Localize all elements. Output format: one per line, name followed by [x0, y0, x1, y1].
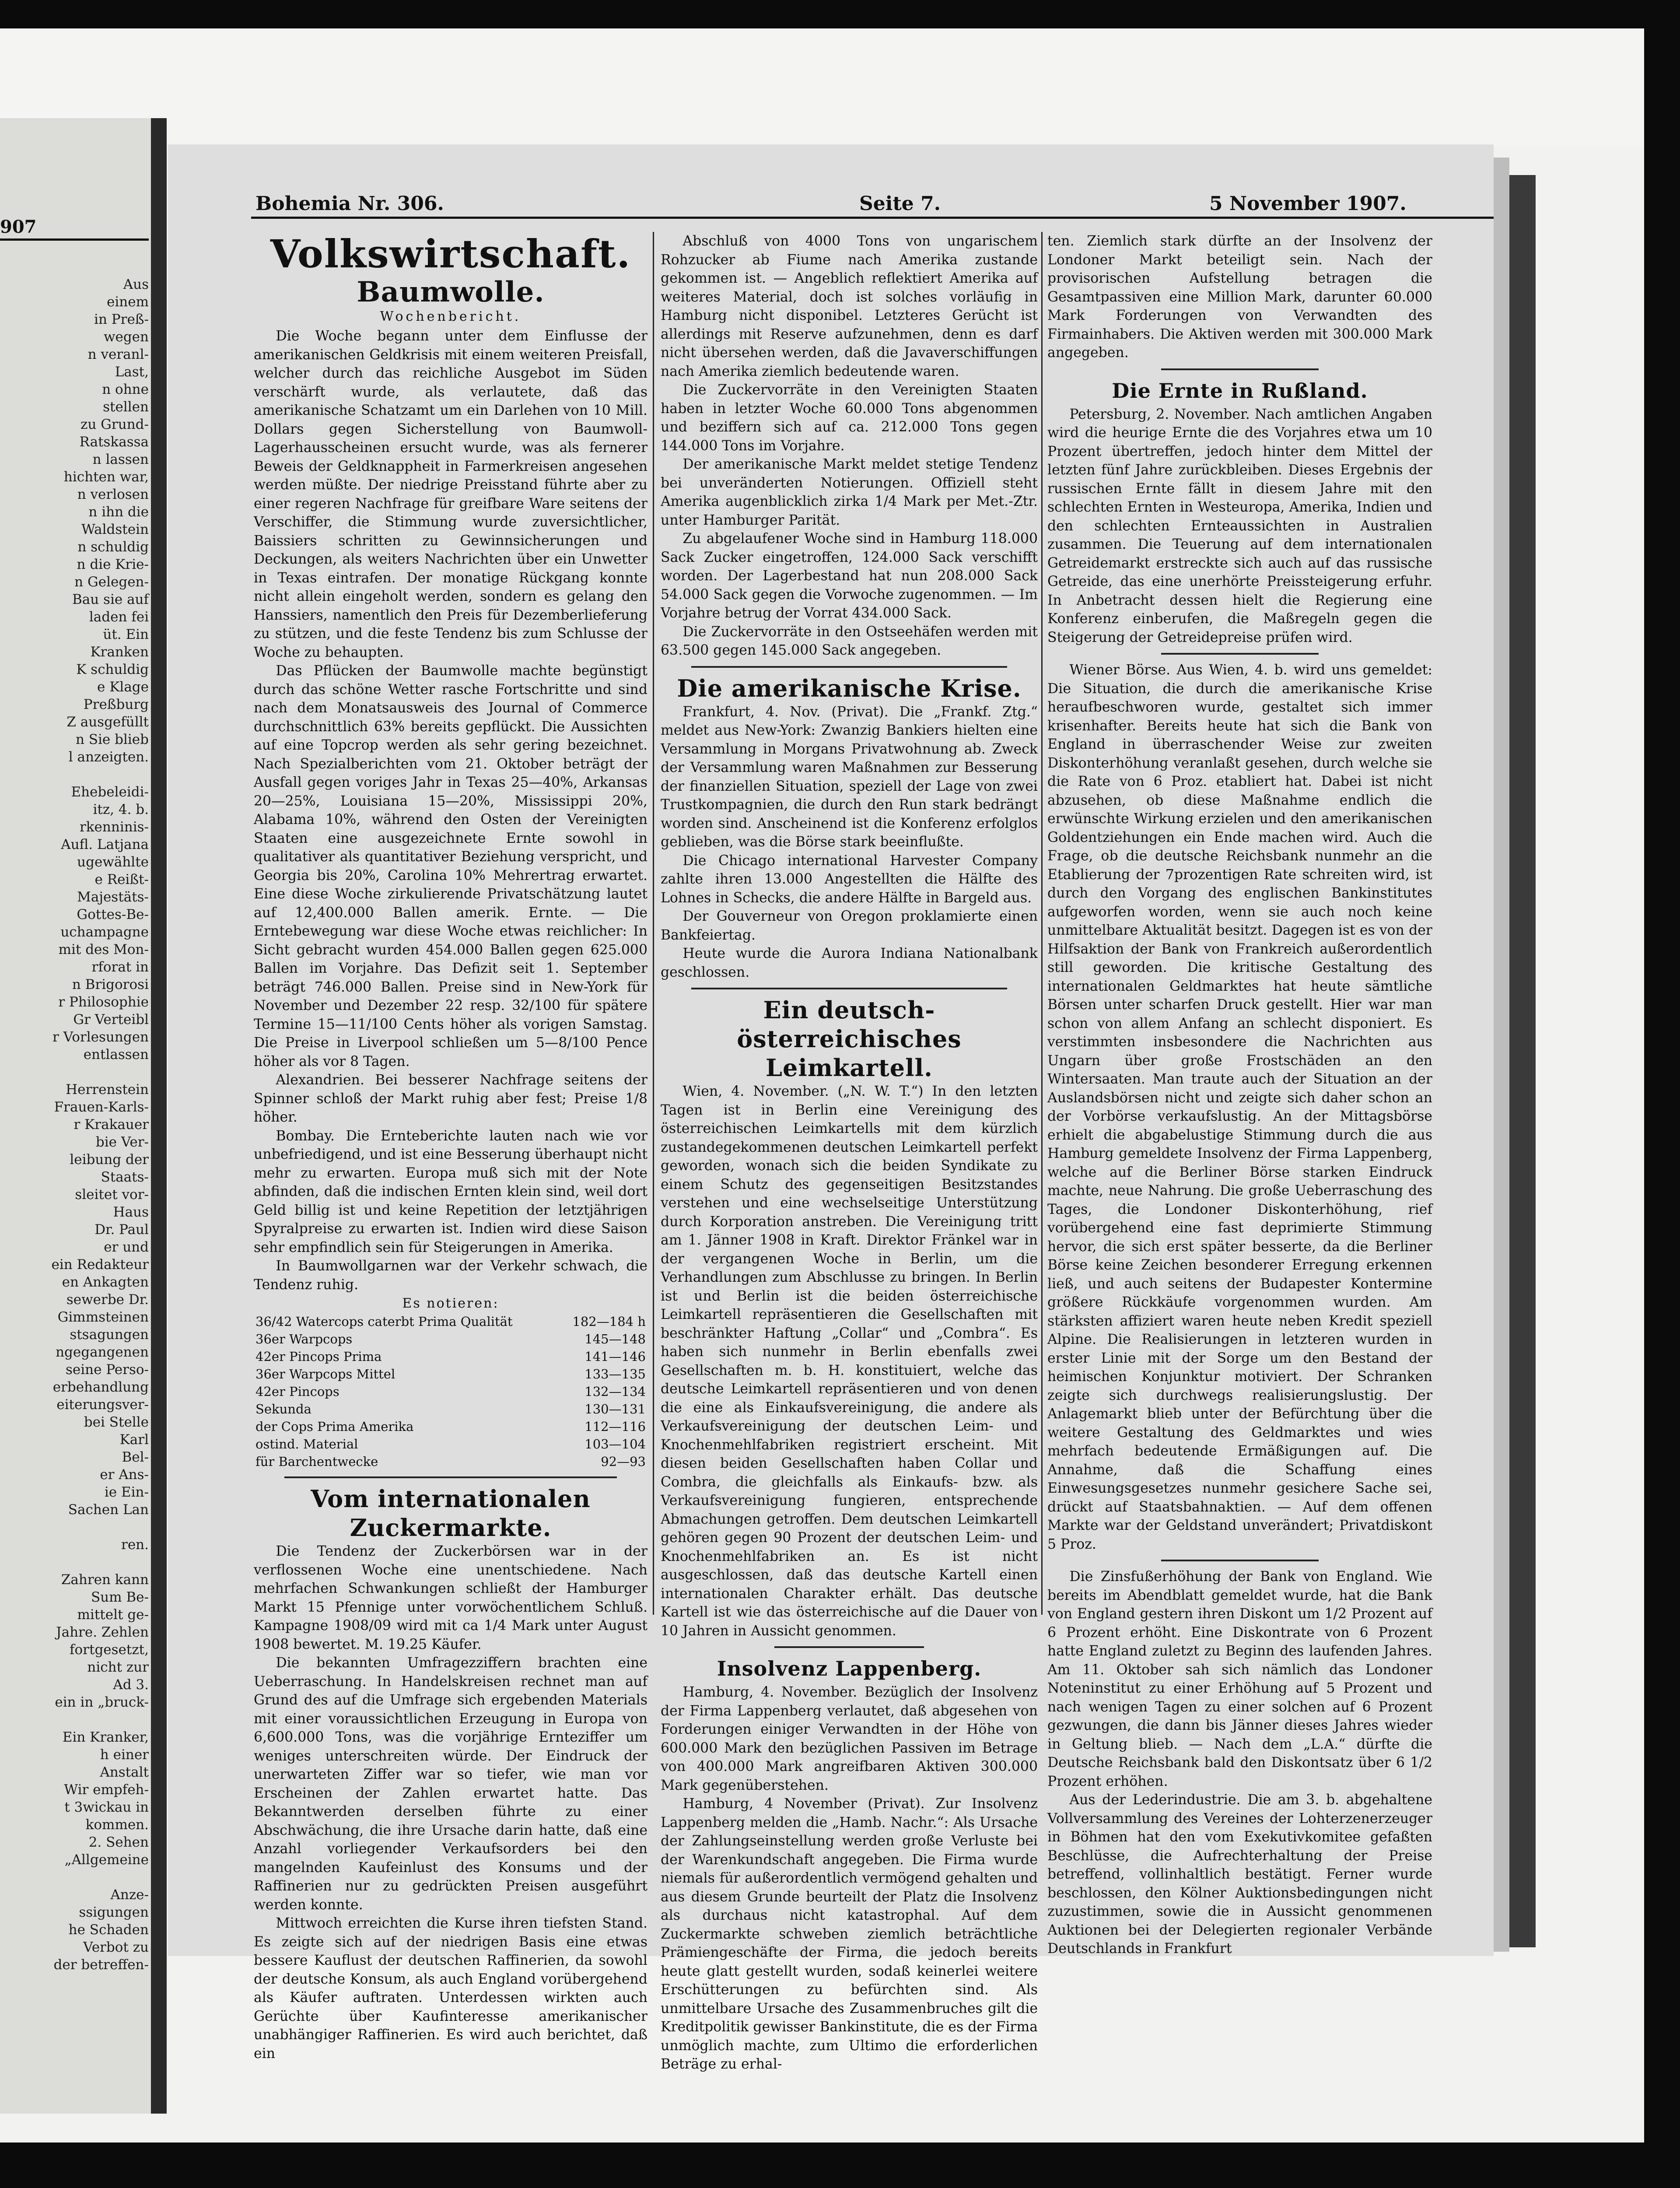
left-page-line: Verbot zu: [83, 1939, 149, 1955]
left-page-line: Wir empfeh-: [64, 1782, 149, 1798]
left-page-line: Last,: [115, 364, 149, 380]
left-page-line: „Allgemeine: [64, 1852, 149, 1868]
left-page-line: n Brigorosi: [72, 977, 149, 992]
price-row: [254, 1383, 648, 1400]
article-body-sugar: [254, 1542, 648, 2063]
left-page-line: [0, 1553, 149, 1571]
article-separator: [774, 1646, 924, 1648]
left-page-line: Ein Kranker,: [62, 1729, 149, 1745]
left-page-line: uchampagne: [60, 924, 149, 940]
left-page-line: n Gelegen-: [74, 574, 149, 590]
left-page-line: Frauen-Karls-: [54, 1099, 149, 1115]
column-1: [254, 231, 648, 2062]
left-page-line: [0, 1711, 149, 1729]
paragraph: Bombay. Die Ernteberichte lauten nach wie vor unbefriedigend, und ist eine Besserung überhaupt nicht mehr zu erwarten. Europa muß sich mit der Note abfinden, daß die indischen Ernten klein sind, weil dort Geld billig ist und keine Repetition der letztjährigen Spyralpreise zu erwarten ist. Indien wird diese Saison sehr empfindlich sein für Steigerungen in Amerika.: [254, 1128, 648, 1255]
paragraph: Hamburg, 4. November. Bezüglich der Insolvenz der Firma Lappenberg verlautet, daß abgesehen von Forderungen einiger Verwandten in der Höhe von 600.000 Mark den bezüglichen Passiven im Betrage von 400.000 Mark angreifbaren Aktiven 300.000 Mark gegenüberstehen.: [661, 1684, 1038, 1793]
left-page-line: [0, 1869, 149, 1886]
article-body-sugar-continued: [661, 232, 1038, 660]
paragraph: Frankfurt, 4. Nov. (Privat). Die „Frankf. Ztg.“ meldet aus New-York: Zwanzig Bankiers hielten eine Versammlung in Morgans Privatwohnung ab. Zweck der Versammlung waren Maßnahmen zur Besserung der finanziellen Situation, speziell der Lage von zwei Trustkompagnien, die durch den Run stark bedrängt worden sind. Anscheinend ist die Konferenz erfolglos geblieben, was die Börse stark beeinflußte.: [661, 704, 1038, 850]
left-page-line: en Ankagten: [62, 1274, 149, 1290]
left-page-line: der betreffen-: [53, 1957, 149, 1973]
price-row: [254, 1365, 648, 1383]
price-value: 133—135: [584, 1367, 646, 1382]
article-body-russian-harvest: [1047, 405, 1432, 647]
left-page-line: ren.: [121, 1537, 149, 1553]
price-row: [254, 1418, 648, 1435]
article-title-cotton: Baumwolle.: [357, 276, 545, 309]
left-page-line: sleitet vor-: [75, 1187, 149, 1203]
left-page-line: r Philosophie: [58, 994, 149, 1010]
left-page-line: Gottes-Be-: [77, 907, 149, 922]
header-date: 5 November 1907.: [1209, 193, 1407, 215]
price-row: [254, 1313, 648, 1330]
left-page-line: eiterungsver-: [56, 1397, 149, 1413]
left-page-line: Zahren kann: [61, 1572, 149, 1588]
left-page-line: [0, 1063, 149, 1081]
article-title-sugar: Vom internationalen Zuckermarkte.: [311, 1485, 591, 1542]
left-facing-page: [0, 118, 154, 2114]
left-page-line: rforat in: [91, 959, 149, 975]
left-page-line: Sum Be-: [91, 1589, 149, 1605]
left-page-line: r Krakauer: [74, 1117, 149, 1133]
left-page-line: entlassen: [83, 1047, 149, 1062]
article-body-leather-industry: [1047, 1791, 1432, 1958]
article-title-glue-cartel-line2: Leimkartell.: [766, 1054, 933, 1082]
left-page-line: seine Perso-: [65, 1362, 149, 1378]
left-page-line: Kranken: [90, 644, 149, 660]
left-page-line: ngegangenen: [56, 1344, 149, 1360]
left-page-line: er Ans-: [100, 1467, 149, 1483]
cotton-price-table: [254, 1313, 648, 1470]
paragraph: Die bekannten Umfragezziffern brachten eine Ueberraschung. In Handelskreisen rechnet man auf Grund des auf die Umfrage sich ergebenden Materials mit einer voraussichtlichen Erzeugung in Europa von 6,600.000 Tons, was die vorjährige Ernteziffer um weniges unterschreiten würde. Der Eindruck der unerwarteten Ziffer war so tiefer, wie man vor Erscheinen der Zahlen erwartet hatte. Das Bekanntwerden derselben führte zu einer Abschwächung, die ihre Ursache darin hatte, daß eine Anzahl vorliegender Verkaufsorders bei den mangelnden Kaufeinlust des Konsums und der Raffinerien nur zu gedrückten Preisen ausgeführt werden konnte.: [254, 1655, 648, 1913]
paragraph: Das Pflücken der Baumwolle machte begünstigt durch das schöne Wetter rasche Fortschritte und sind nach dem Monatsausweis des Journal of Commerce durchschnittlich 63% bereits gepflückt. Die Aussichten auf eine Topcrop werden als sehr gering bezeichnet. Nach Spezialberichten vom 21. Oktober beträgt der Ausfall gegen voriges Jahr in Texas 25—40%, Arkansas 20—25%, Louisiana 15—20%, Mississippi 20%, Alabama 10%, während den Osten der Vereinigten Staaten eine ausgezeichnete Ernte sowohl in qualitativer als quantitativer Beziehung verspricht, und Georgia bis 20%, Carolina 10% Mehrertrag erwartet. Eine diese Woche zirkulierende Privatschätzung lautet auf 12,400.000 Ballen amerik. Ernte. — Die Erntebewegung war diese Woche etwas reichlicher: In Sicht gebracht wurden 454.000 Ballen gegen 625.000 Ballen im Vorjahre. Das Defizit seit 1. September beträgt 746.000 Ballen. Preise sind in New-York für November und Dezember 22 resp. 32/100 für spätere Termine 15—11/100 Cents höher als vorigen Samstag. Die Preise in Liverpool schließen um 5—8/100 Pence höher als vor 8 Tagen.: [254, 663, 648, 1069]
article-body-lappenberg: [661, 1683, 1038, 2074]
left-page-line: n veranl-: [88, 347, 149, 362]
left-page-line: nicht zur: [87, 1659, 149, 1675]
left-page-line: erbehandlung: [52, 1379, 149, 1395]
price-row: [254, 1348, 648, 1365]
article-body-american-crisis: [661, 703, 1038, 982]
article-separator: [691, 988, 1007, 989]
left-page-line: Sachen Lan: [68, 1502, 149, 1518]
article-body-vienna-exchange: [1047, 661, 1432, 1553]
left-page-line: kommen.: [85, 1817, 149, 1833]
left-page-line: Ratskassa: [79, 434, 149, 450]
article-separator: [1161, 1560, 1319, 1561]
book-spine: [151, 118, 167, 2114]
price-item: für Barchentwecke: [256, 1454, 378, 1469]
left-page-line: 2. Sehen: [88, 1834, 149, 1850]
price-value: 92—93: [601, 1454, 646, 1469]
left-page-line: Waldstein: [81, 522, 149, 537]
left-page-line: n Sie blieb: [75, 732, 149, 747]
paragraph: Abschluß von 4000 Tons von ungarischem Rohzucker ab Fiume nach Amerika zustande gekommen ist. — Angeblich reflektiert Amerika auf weiteres Material, doch ist solches vorläufig in Hamburg nicht disponibel. Letzteres Gerücht ist allerdings mit Reserve aufzunehmen, denn es darf nicht übersehen werden, daß die Javaverschiffungen nach Amerika ziemlich bedeutende waren.: [661, 233, 1038, 379]
left-page-line: in Preß-: [94, 312, 149, 327]
article-title-american-crisis: Die amerikanische Krise.: [677, 674, 1022, 702]
left-page-line: e Klage: [97, 679, 149, 695]
left-page-line: l anzeigten.: [68, 749, 149, 765]
paragraph: Die Zuckervorräte in den Ostseehäfen werden mit 63.500 gegen 145.000 Sack angegeben.: [661, 624, 1038, 658]
left-page-line: Z ausgefüllt: [66, 714, 149, 730]
left-page-line: Karl: [119, 1432, 149, 1448]
left-page-line: bie Ver-: [95, 1134, 149, 1150]
header-issue: Bohemia Nr. 306.: [256, 193, 444, 215]
left-page-line: K schuldig: [76, 662, 149, 677]
paragraph: Die Zinsfußerhöhung der Bank von England. Wie bereits im Abendblatt gemeldet wurde, hat die Bank von England gestern ihren Diskont um 1/2 Prozent auf 6 Prozent erhöht. Eine Diskontrate von 6 Prozent hatte England zuletzt zu Beginn des laufenden Jahres. Am 11. Oktober sah sich nämlich das Londoner Noteninstitut zu einer Erhöhung auf 5 Prozent und nach wenigen Tagen zu einer solchen auf 6 Prozent gezwungen, die dann bis Jänner dieses Jahres wieder in Geltung blieb. — Nach dem „L.A.“ dürfte die Deutsche Reichsbank bald den Diskontsatz über 6 1/2 Prozent erhöhen.: [1047, 1569, 1432, 1789]
price-value: 141—146: [584, 1349, 646, 1364]
left-page-line: [0, 766, 149, 783]
left-page-line: Jahre. Zehlen: [56, 1624, 149, 1640]
left-page-line: Preßburg: [83, 697, 149, 712]
left-page-line: üt. Ein: [103, 627, 149, 642]
paragraph: Zu abgelaufener Woche sind in Hamburg 118.000 Sack Zucker eingetroffen, 124.000 Sack verschifft worden. Der Lagerbestand hat nun 208.000 Sack 54.000 Sack gegen die Vorwoche zugenommen. — Im Vorjahre betrug der Vorrat 434.000 Sack.: [661, 531, 1038, 621]
left-page-line: t 3wickau in: [64, 1799, 149, 1815]
left-page-line: Gr Verteibl: [73, 1012, 149, 1027]
left-page-line: einem: [107, 294, 149, 310]
price-item: 36/42 Watercops caterbt Prima Qualität: [256, 1314, 513, 1329]
left-page-line: Gimmsteinen: [57, 1309, 149, 1325]
paragraph: Die Tendenz der Zuckerbörsen war in der verflossenen Woche eine unentschiedene. Nach mehrfachen Schwankungen schließt der Hamburger Markt 15 Pfennige unter vorwöchentlichem Schluß. Kampagne 1908/09 wird mit ca 1/4 Mark unter August 1908 bewertet. M. 19.25 Käufer.: [254, 1543, 648, 1652]
price-value: 112—116: [584, 1419, 646, 1434]
price-row: [254, 1435, 648, 1453]
left-page-line: n verlosen: [77, 487, 149, 502]
paragraph: Der Gouverneur von Oregon proklamierte einen Bankfeiertag.: [661, 908, 1038, 943]
article-body-cotton: [254, 327, 648, 1294]
paragraph: Die Chicago international Harvester Company zahlte ihren 13.000 Angestellten die Hälfte des Lohnes in Schecks, die andere Hälfte in Bargeld aus.: [661, 852, 1038, 906]
left-page-line: e Reißt-: [94, 872, 149, 887]
left-page-line: Staats-: [101, 1169, 149, 1185]
left-page-line: Anze-: [110, 1887, 149, 1903]
paragraph: Alexandrien. Bei besserer Nachfrage seitens der Spinner schloß der Markt ruhig aber fest; Preise 1/8 höher.: [254, 1072, 648, 1125]
left-page-line: wegen: [103, 329, 149, 345]
left-page-line: n ihn die: [88, 504, 149, 520]
price-value: 130—131: [584, 1402, 646, 1417]
left-page-line: he Schaden: [68, 1922, 149, 1938]
column-3: [1047, 232, 1432, 1957]
article-separator: [691, 666, 1007, 668]
paragraph: Heute wurde die Aurora Indiana Nationalbank geschlossen.: [661, 946, 1038, 980]
article-title-lappenberg: Insolvenz Lappenberg.: [717, 1657, 982, 1680]
article-separator: [284, 1476, 617, 1478]
left-page-line: Haus: [113, 1204, 149, 1220]
left-page-line: zu Grund-: [80, 417, 149, 432]
left-page-line: mittelt ge-: [77, 1607, 149, 1623]
left-page-line: [0, 1518, 149, 1536]
paragraph: In Baumwollgarnen war der Verkehr schwach, die Tendenz ruhig.: [254, 1258, 648, 1293]
column-rule-1: [653, 232, 654, 1615]
price-value: 132—134: [584, 1384, 646, 1399]
left-page-text-column: [0, 276, 149, 2188]
article-body-glue-cartel: [661, 1082, 1038, 1640]
left-page-line: laden fei: [89, 609, 149, 625]
article-separator: [1161, 368, 1319, 370]
left-page-line: Bau sie auf: [72, 592, 149, 607]
header-page-number: Seite 7.: [859, 193, 941, 215]
left-page-line: r Vorlesungen: [52, 1029, 149, 1045]
paragraph: Petersburg, 2. November. Nach amtlichen Angaben wird die heurige Ernte die des Vorjahres etwa um 10 Prozent übertreffen, jedoch hinter dem Mittel der letzten fünf Jahre zurückbleiben. Dieses Ergebnis der russischen Ernte fällt in diesem Jahre mit den schlechten Ernten in Westeuropa, Amerika, Indien und den schlechten Ernteaussichten in Australien zusammen. Die Teuerung auf dem internationalen Getreidemarkt erstreckte sich auch auf das russische Getreide, das eine unerhörte Preissteigerung erfuhr. In Anbetracht dessen hielt die Regierung eine Konferenz einberufen, die Maßregeln gegen die Steigerung der Getreidepreise prüfen wird.: [1047, 406, 1432, 645]
newspaper-page: [168, 144, 1494, 2072]
price-item: ostind. Material: [256, 1437, 358, 1452]
left-page-line: er und: [104, 1239, 149, 1255]
paragraph: Hamburg, 4 November (Privat). Zur Insolvenz Lappenberg melden die „Hamb. Nachr.“: Als Ursache der Zahlungseinstellung werden große Verluste bei der Warenkundschaft angegeben. Die Firma wurde niemals für außerordentlich vermögend gehalten und aus diesem Grunde beurteilt der Platz die Insolvenz als durchaus nicht katastrophal. Auf dem Zuckermarkte schweben ziemlich beträchtliche Prämiengeschäfte der Firma, die jedoch bereits heute glatt gestellt wurden, sodaß keinerlei weitere Erschütterungen zu befürchten sind. Als unmittelbare Ursache des Zusammenbruches gilt die Kreditpolitik gewisser Bankinstitute, die es der Firma unmöglich machte, zum Ultimo die erforderlichen Beträge zu erhal-: [661, 1796, 1038, 2072]
left-page-line: ein in „bruck-: [55, 1694, 149, 1710]
article-subtitle-cotton: Wochenbericht.: [380, 309, 522, 324]
left-page-line: leibung der: [70, 1152, 149, 1168]
left-page-line: Bel-: [122, 1449, 149, 1465]
paragraph: Wien, 4. November. („N. W. T.“) In den letzten Tagen ist in Berlin eine Vereinigung des österreichischen Leimkartells mit dem kürzlich zustandegekommenen deutschen Leimkartell perfekt geworden, wonach sich die beiden Syndikate zu einem Schutz des gegenseitigen Besitzstandes verstehen und eine wechselseitige Unterstützung durch Korporation anstreben. Die Vereinigung tritt am 1. Jänner 1908 in Kraft. Direktor Fränkel war in der vergangenen Woche in Berlin, um die Verhandlungen zum Abschlusse zu bringen. In Berlin ist und Berlin ist die beiden österreichische Leimkartell repräsentieren die Gesellschaften mit beschränkter Haftung „Collar“ und „Combra“. Es haben sich nunmehr in Berlin ebenfalls zwei Gesellschaften m. b. H. konstituiert, welche das deutsche Leimkartell repräsentieren und von denen die eine als Einkaufsvereinigung, die andere als Verkaufsvereinigung der deutschen Leim- und Knochenmehlfabriken registriert erscheint. Mit diesen beiden Gesellschaften haben Collar und Combra, die gleichfalls als Einkaufs- bzw. als Verkaufsvereinigung fungieren, entsprechende Abmachungen getroffen. Dem deutschen Leimkartell gehören gegen 90 Prozent der deutschen Leim- und Knochenmehlfabriken an. Es ist nicht ausgeschlossen, daß das deutsche Kartell einen internationalen Charakter erhält. Das deutsche Kartell ist wie das österreichische auf die Dauer von 10 Jahren in Aussicht genommen.: [661, 1083, 1038, 1639]
paragraph: Wiener Börse. Aus Wien, 4. b. wird uns gemeldet: Die Situation, die durch die amerikanische Krise heraufbeschworen wurde, gestaltet sich immer krisenhafter. Bereits heute hat sich die Bank von England in überraschender Weise zur zweiten Diskonterhöhung veranlaßt gesehen, durch welche sie die Rate von 6 Proz. etabliert hat. Dabei ist nicht abzusehen, ob diese Maßnahme endlich die erwünschte Wirkung erzielen und den amerikanischen Goldentziehungen ein Ende machen wird. Auch die Frage, ob die deutsche Reichsbank nunmehr an die Etablierung der 7prozentigen Rate schreiten wird, ist durch den Vorgang des englischen Bankinstitutes aufgeworfen worden, wenn sie auch noch keine unmittelbare Aktualität besitzt. Dagegen ist es von der Hilfsaktion der Bank von Frankreich außerordentlich still geworden. Die kritische Gestaltung des internationalen Geldmarktes hat heute sämtliche Börsen unter scharfen Druck gestellt. Hier war man schon von allem Anfang an schlecht disponiert. Es verstimmten insbesondere die Nachrichten aus Ungarn über große Frostschäden an den Wintersaaten. Man traute auch der Situation an der Auslandsbörsen nicht und zeigte sich daher schon an der Vorbörse verkaufslustig. An der Mittagsbörse erhielt die abgabelustige Stimmung durch die aus Hamburg gemeldete Insolvenz der Firma Lappenberg, welche auf die Berliner Börse starken Eindruck machte, neue Nahrung. Die große Ueberraschung des Tages, die Londoner Diskonterhöhung, rief vorübergehend eine fast deprimierte Stimmung hervor, die sich erst später besserte, da die Berliner Börse keine Zeichen besonderer Erregung erkennen ließ, und auch seitens der Budapester Kontermine größere Rückkäufe vorgenommen wurden. Am stärksten affiziert waren heute neben Kredit speziell Alpine. Die Realisierungen in letzteren wurden in erster Linie mit der Sorge um den Bestand der heimischen Konjunktur motiviert. Der Schranken zeigte sich durchwegs realisierungslustig. Der Anlagemarkt blieb unter der Befürchtung über die weitere Gestaltung des Geldmarktes und wies mehrfach bedeutende Ermäßigungen auf. Die Annahme, daß die Schaffung eines Einwesungsgesetzes nunmehr gesichere Sache sei, drückt auf Staatsbahnaktien. — Auf dem offenen Markte war der Geldstand unverändert; Privatdiskont 5 Proz.: [1047, 662, 1432, 1552]
left-page-line: ein Redakteur: [51, 1257, 149, 1273]
right-film-strip: [1509, 175, 1536, 1947]
paragraph: Mittwoch erreichten die Kurse ihren tiefsten Stand. Es zeigte sich auf der niedrigen Basis eine etwas bessere Kauflust der deutschen Raffinerien, da sowohl der deutsche Konsum, als auch England vorübergehend als Käufer auftraten. Unterdessen wirkten auch Gerüchte über Kaufinteresse amerikanischer unabhängiger Raffinerien. Es wird auch berichtet, daß ein: [254, 1915, 648, 2062]
left-page-header-fragment: 907: [0, 217, 37, 237]
page-header: [256, 193, 1494, 219]
prices-heading: Es notieren:: [402, 1296, 499, 1311]
price-row: [254, 1400, 648, 1418]
left-page-line: Ehebeleidi-: [71, 784, 149, 800]
article-body-bank-of-england: [1047, 1567, 1432, 1791]
price-item: der Cops Prima Amerika: [256, 1419, 414, 1434]
left-page-line: stsagungen: [70, 1327, 149, 1343]
left-page-line: Anstalt: [100, 1764, 149, 1780]
price-row: [254, 1453, 648, 1470]
price-value: 182—184 h: [572, 1314, 646, 1329]
paragraph: Die Zuckervorräte in den Vereinigten Staaten haben in letzter Woche 60.000 Tons abgenommen und beziffern sich auf ca. 212.000 Tons gegen 144.000 Tons im Vorjahre.: [661, 382, 1038, 454]
left-page-header-rule: [0, 238, 149, 241]
article-body-lappenberg-continued: ten. Ziemlich stark dürfte an der Insolvenz der Londoner Markt beteiligt sein. Nach der provisorischen Aufstellung betragen die Gesamtpassiven eine Million Mark, darunter 60.000 Mark Forderungen von Verwandten des Firmainhabers. Die Aktiven werden mit 300.000 Mark angegeben.: [1047, 233, 1432, 361]
left-page-line: fortgesetzt,: [70, 1642, 149, 1658]
section-title: Volkswirtschaft.: [270, 231, 631, 277]
left-page-line: stellen: [103, 399, 149, 415]
left-page-line: Majestäts-: [77, 889, 149, 905]
price-item: 42er Pincops: [256, 1384, 340, 1399]
paragraph: Aus der Lederindustrie. Die am 3. b. abgehaltene Vollversammlung des Vereines der Lohterzenerzeuger in Böhmen hat den vom Exekutivkomitee gefaßten Beschlüsse, die Aufrechterhaltung der Preise betreffend, vollinhaltlich bestätigt. Ferner wurde beschlossen, den Kölner Auktionsbedingungen nicht zuzustimmen, sowie die in Aussicht genommenen Auktionen bei der Delegierten regionaler Verbände Deutschlands in Frankfurt: [1047, 1792, 1432, 1957]
left-page-line: Ad 3.: [113, 1677, 149, 1693]
paragraph: Die Woche begann unter dem Einflusse der amerikanischen Geldkrisis mit einem weiteren Preisfall, welcher durch das reichliche Ausgebot im Süden verschärft wurde, als verlautete, daß das amerikanische Schatzamt um ein Darlehen von 10 Mill. Dollars gegen Sicherstellung von Baumwoll-Lagerhausscheinen ersucht wurde, was als fernerer Beweis der Geldknappheit in Farmerkreisen angesehen werden müßte. Der niedrige Preisstand führte aber zu einer regeren Nachfrage für greifbare Ware seitens der Verschiffer, die Stimmung wurde zuversichtlicher, Baissiers schritten zu Gewinnsicherungen und Deckungen, als weiters Nachrichten über ein Unwetter in Texas eintrafen. Der monatige Rückgang konnte nicht allein eingeholt werden, sondern es gelang den Hanssiers, namentlich den Preis für Dezemberlieferung zu stützen, und die feste Tendenz bis zum Schlusse der Woche zu behaupten.: [254, 328, 648, 660]
price-item: 36er Warpcops: [256, 1332, 353, 1346]
paragraph: Der amerikanische Markt meldet stetige Tendenz bei unveränderten Notierungen. Offiziell steht Amerika augenblicklich zirka 1/4 Mark per Met.-Ztr. unter Hamburger Parität.: [661, 456, 1038, 528]
left-page-line: n ohne: [102, 382, 149, 397]
page-edge-shadow: [1494, 158, 1509, 1952]
column-rule-2: [1041, 232, 1043, 1615]
left-page-line: ssigungen: [79, 1904, 149, 1920]
left-page-line: n lassen: [92, 452, 149, 467]
left-page-line: h einer: [100, 1747, 149, 1763]
left-page-line: Aufl. Latjana: [61, 837, 149, 852]
left-page-line: sewerbe Dr.: [66, 1292, 149, 1308]
price-value: 103—104: [584, 1437, 646, 1452]
left-page-line: Herrenstein: [66, 1082, 149, 1098]
price-value: 145—148: [584, 1332, 646, 1346]
price-item: Sekunda: [256, 1402, 312, 1417]
left-page-line: ie Ein-: [104, 1484, 149, 1500]
left-page-line: Dr. Paul: [94, 1222, 149, 1238]
column-2: [661, 232, 1038, 2072]
left-page-line: mit des Mon-: [58, 942, 149, 957]
left-page-line: Aus: [123, 277, 149, 292]
article-separator: [1161, 653, 1319, 655]
article-title-glue-cartel-line1: Ein deutsch-österreichisches: [737, 996, 962, 1053]
price-item: 36er Warpcops Mittel: [256, 1367, 396, 1382]
left-page-line: bei Stelle: [84, 1414, 149, 1430]
left-page-line: itz, 4. b.: [93, 802, 149, 817]
left-page-line: n schuldig: [77, 539, 149, 555]
article-title-russian-harvest: Die Ernte in Rußland.: [1112, 379, 1368, 403]
left-page-line: rkenninis-: [79, 819, 149, 835]
price-item: 42er Pincops Prima: [256, 1349, 382, 1364]
price-row: [254, 1330, 648, 1348]
header-rule: [251, 217, 1494, 219]
left-page-line: ugewählte: [77, 854, 149, 870]
microfilm-top-margin: [0, 28, 1644, 147]
left-page-line: hichten war,: [63, 469, 149, 485]
left-page-line: n die Krie-: [77, 557, 149, 572]
